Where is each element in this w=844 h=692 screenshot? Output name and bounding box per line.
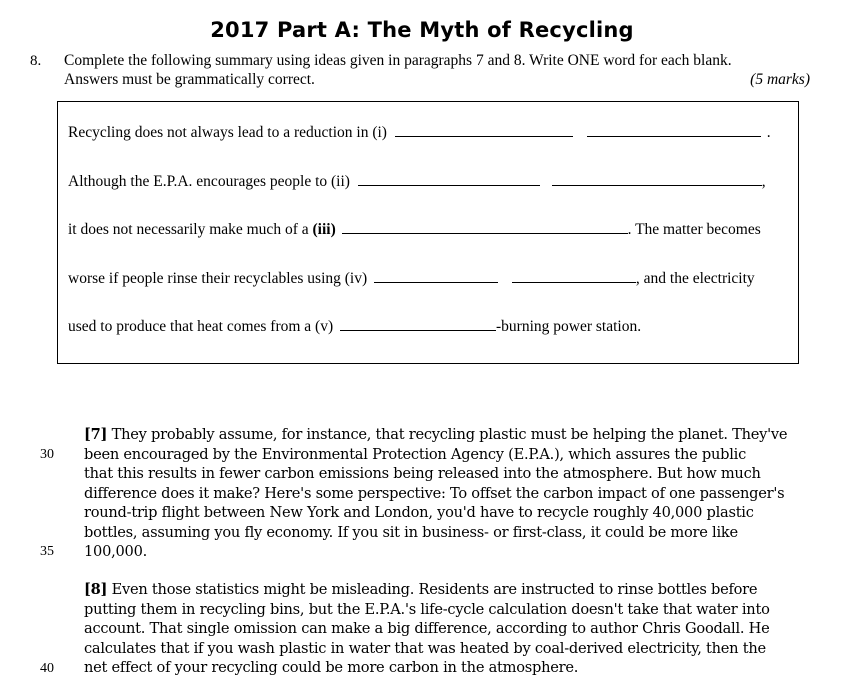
answer-blank-ii-b[interactable] — [552, 171, 762, 186]
summary-text: Recycling does not always lead to a reduction in (i) — [68, 124, 387, 141]
summary-text: Although the E.P.A. encourages people to (ii) — [68, 173, 350, 190]
instruction-line-1: Complete the following summary using ideas given in paragraphs 7 and 8. Write ONE word for each blank. — [64, 52, 732, 69]
summary-line-1 — [68, 122, 771, 142]
summary-continuation: , and the electricity — [635, 270, 755, 287]
line-number: 35 — [40, 544, 54, 559]
paragraph-number: [7] — [84, 426, 108, 443]
paragraph-line: been encouraged by the Environmental Protection Agency (E.P.A.), which assures the public — [84, 445, 747, 463]
answer-blank-ii-a[interactable] — [358, 171, 540, 186]
paragraph-number: [8] — [84, 581, 108, 598]
answer-blank-iv-a[interactable] — [374, 268, 498, 283]
summary-continuation: . The matter becomes — [627, 221, 761, 238]
paragraph-line: [7] They probably assume, for instance, that recycling plastic must be helping the planet. They've — [84, 426, 788, 443]
summary-text: it does not necessarily make much of a — [68, 221, 313, 238]
paragraph-line: [8] Even those statistics might be misleading. Residents are instructed to rinse bottles before — [84, 581, 758, 598]
paragraph-line: bottles, assuming you fly economy. If you sit in business- or first-class, it could be more like — [84, 523, 738, 541]
answer-blank-i-a[interactable] — [395, 122, 573, 137]
page-title: 2017 Part A: The Myth of Recycling — [210, 18, 634, 42]
answer-blank-i-b[interactable] — [587, 122, 761, 137]
paragraph-line: round-trip flight between New York and London, you'd have to recycle roughly 40,000 plastic — [84, 504, 754, 521]
paragraph-line: that this results in fewer carbon emissions being released into the atmosphere. But how much — [84, 465, 761, 482]
answer-blank-iv-b[interactable] — [512, 268, 636, 283]
paragraph-line: calculates that if you wash plastic in water that was heated by coal-derived electricity, then the — [84, 639, 766, 657]
blank-marker-iii: (iii) — [312, 221, 336, 238]
summary-text: worse if people rinse their recyclables using (iv) — [68, 270, 368, 287]
question-number: 8. — [30, 53, 42, 69]
paragraph-line: difference does it make? Here's some perspective: To offset the carbon impact of one passenger's — [84, 484, 785, 502]
paragraph-line: net effect of your recycling could be more carbon in the atmosphere. — [84, 659, 579, 676]
summary-punct: , — [761, 173, 766, 190]
summary-line-3 — [68, 219, 761, 239]
answer-blank-iii[interactable] — [342, 219, 628, 234]
paragraph-8 — [84, 580, 814, 678]
instruction-line-2: Answers must be grammatically correct. — [64, 71, 315, 88]
line-number: 40 — [40, 661, 54, 676]
summary-punct: . — [766, 124, 771, 141]
summary-line-4 — [68, 268, 755, 288]
paragraph-line: account. That single omission can make a big difference, according to author Chris Goodall. He — [84, 620, 770, 637]
paragraph-7 — [84, 425, 814, 562]
line-number: 30 — [40, 447, 54, 462]
marks-label: (5 marks) — [750, 71, 810, 88]
answer-blank-v[interactable] — [340, 316, 496, 331]
summary-line-2 — [68, 171, 766, 191]
paragraph-line: putting them in recycling bins, but the E.P.A.'s life-cycle calculation doesn't take that water into — [84, 600, 770, 618]
summary-line-5 — [68, 316, 641, 336]
question-instruction — [64, 51, 812, 89]
summary-text: used to produce that heat comes from a (v) — [68, 318, 334, 335]
paragraph-line: 100,000. — [84, 543, 147, 560]
summary-continuation: -burning power station. — [496, 318, 642, 335]
